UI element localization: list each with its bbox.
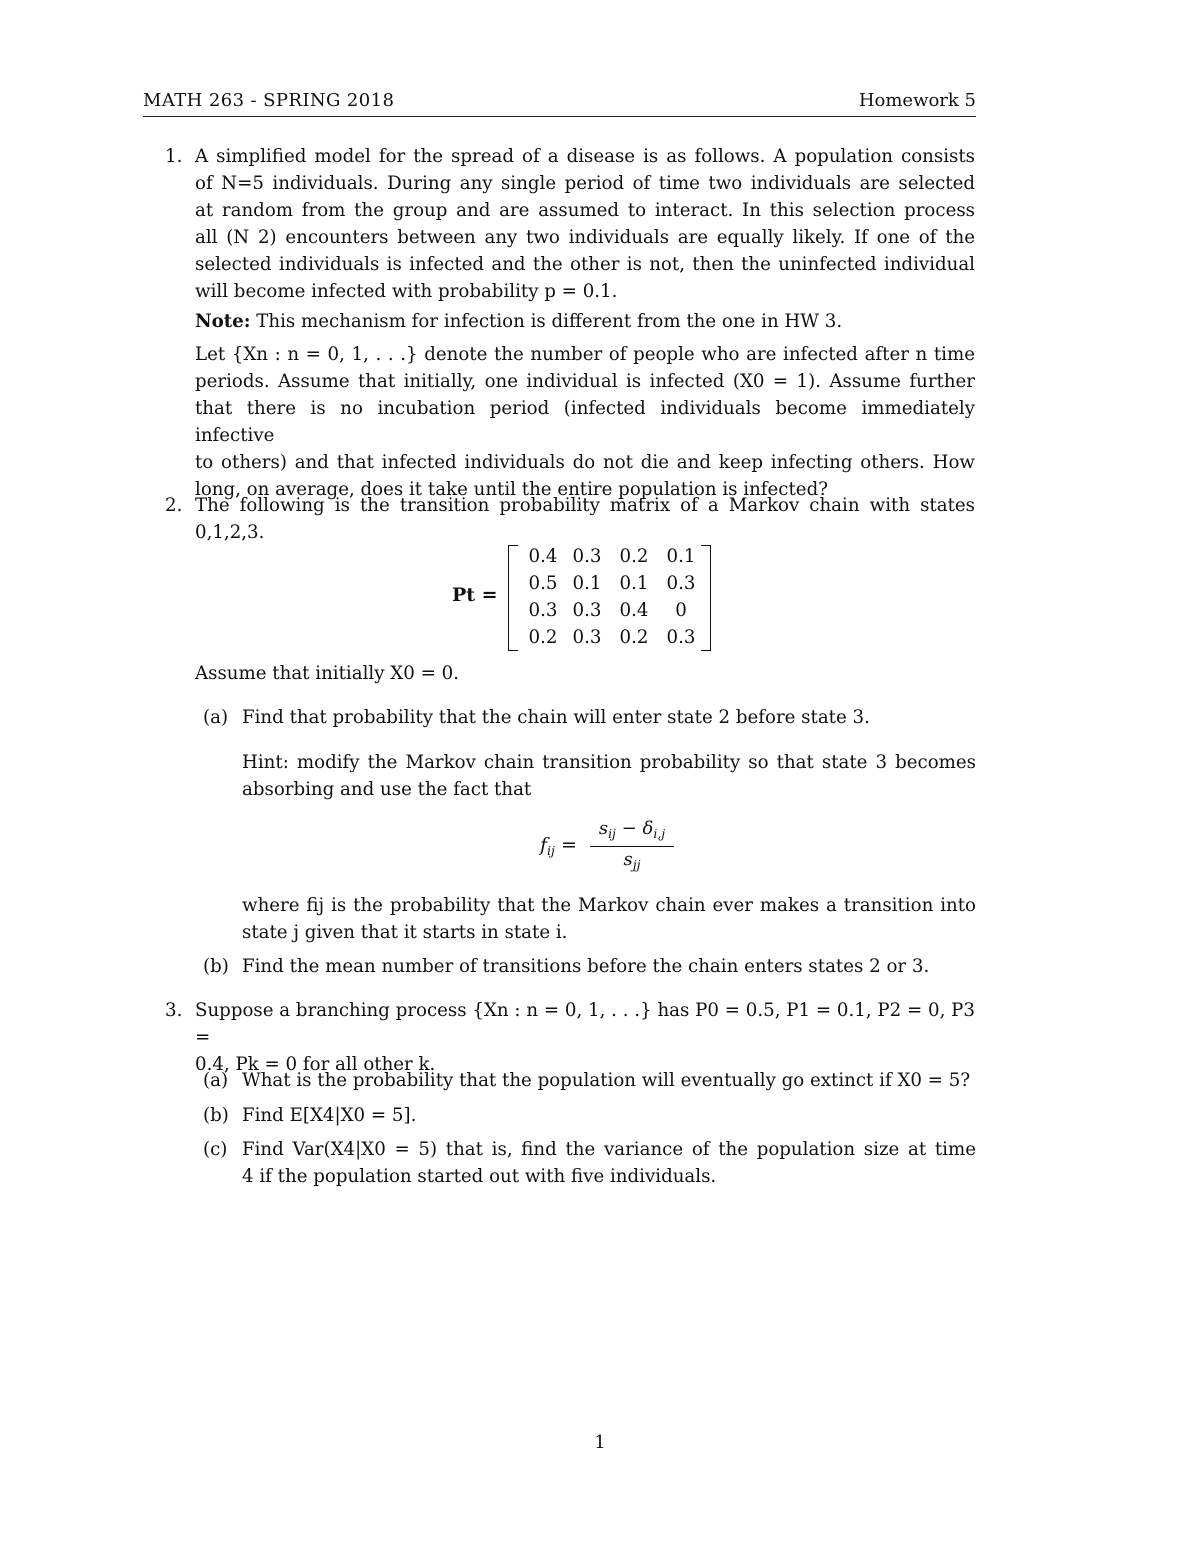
q1-note (195, 308, 975, 335)
matrix-cell: 0.1 (619, 573, 649, 594)
matrix-cell: 0.1 (572, 573, 602, 594)
where-line-1: where fij is the probability that the Markov chain ever makes a transition into (242, 895, 976, 916)
matrix-cell: 0.4 (528, 546, 558, 567)
formula-lhs: $f_{ij}$ = (540, 834, 577, 858)
formula-numerator: $s_{ij} - \delta_{i,j}$ (598, 818, 666, 841)
q3c-line-2: 4 if the population started out with five individuals. (242, 1166, 717, 1187)
running-header (143, 90, 976, 116)
question-3-number: 3. (165, 1000, 183, 1021)
q1-line-3: at random from the group and are assumed to interact. In this selection process (195, 200, 975, 221)
note-label: Note: (195, 311, 251, 332)
matrix-left-bracket (508, 545, 518, 651)
question-2-number: 2. (165, 495, 183, 516)
matrix-row (520, 624, 700, 651)
note-text: This mechanism for infection is different from the one in HW 3. (256, 311, 843, 332)
question-3-text (195, 997, 975, 1078)
course-title: MATH 263 - SPRING 2018 (143, 90, 395, 111)
q1-p2-line-3: that there is no incubation period (infected individuals become immediately infective (195, 398, 975, 446)
q3c-label: (c) (203, 1139, 228, 1160)
matrix-cell: 0.3 (572, 627, 602, 648)
q2a-label: (a) (203, 707, 229, 728)
q3c-line-1: Find Var(X4|X0 = 5) that is, find the variance of the population size at time (242, 1139, 976, 1160)
q1-line-4: all (N 2) encounters between any two individuals are equally likely. If one of the (195, 227, 975, 248)
q3b-label: (b) (203, 1105, 229, 1126)
q1-paragraph-2 (195, 341, 975, 503)
q2a-where (242, 892, 976, 946)
matrix-cell: 0 (675, 600, 687, 621)
q2-assumption: Assume that initially X0 = 0. (195, 663, 459, 684)
q1-line-1: A simplified model for the spread of a disease is as follows. A population consists (195, 146, 975, 167)
matrix-label: Pt = (452, 584, 498, 606)
page-number: 1 (594, 1432, 606, 1453)
matrix-row (520, 597, 700, 624)
matrix-cell: 0.2 (528, 627, 558, 648)
header-rule (143, 116, 976, 117)
q1-p2-line-1: Let {Xn : n = 0, 1, . . .} denote the number of people who are infected after n time (195, 344, 975, 365)
question-1-text (195, 143, 975, 305)
q2b-text: Find the mean number of transitions before the chain enters states 2 or 3. (242, 956, 930, 977)
q2-line-1: The following is the transition probability matrix of a Markov chain with states (195, 495, 975, 516)
q1-p2-line-2: periods. Assume that initially, one individual is infected (X0 = 1). Assume further (195, 371, 975, 392)
formula-denominator: $s_{jj}$ (623, 849, 641, 872)
matrix-cell: 0.3 (572, 600, 602, 621)
matrix-row (520, 570, 700, 597)
q2-line-2: 0,1,2,3. (195, 522, 265, 543)
homework-title: Homework 5 (858, 90, 976, 111)
matrix-cell: 0.3 (666, 573, 696, 594)
q3b-text: Find E[X4|X0 = 5]. (242, 1105, 417, 1126)
hint-line-2: absorbing and use the fact that (242, 779, 532, 800)
question-1-number: 1. (165, 146, 183, 167)
q1-line-5: selected individuals is infected and the other is not, then the uninfected individual (195, 254, 975, 275)
q3-line-1: Suppose a branching process {Xn : n = 0, 1, . . .} has P0 = 0.5, P1 = 0.1, P2 = 0, P3 = (195, 1000, 975, 1048)
question-2-text (195, 492, 975, 546)
matrix-cell: 0.3 (572, 546, 602, 567)
matrix-cell: 0.4 (619, 600, 649, 621)
q3c-text (242, 1136, 976, 1190)
q3-line-2: 0.4, Pk = 0 for all other k. (195, 1054, 436, 1075)
q1-line-2: of N=5 individuals. During any single period of time two individuals are selected (195, 173, 975, 194)
q2a-hint (242, 749, 976, 803)
where-line-2: state j given that it starts in state i. (242, 922, 568, 943)
matrix-cell: 0.5 (528, 573, 558, 594)
matrix-cell: 0.1 (666, 546, 696, 567)
fraction-bar (590, 846, 674, 847)
q1-p2-line-4: to others) and that infected individuals do not die and keep infecting others. How (195, 452, 975, 473)
matrix-cell: 0.2 (619, 546, 649, 567)
matrix-cell: 0.2 (619, 627, 649, 648)
q2b-label: (b) (203, 956, 229, 977)
matrix-cell: 0.3 (666, 627, 696, 648)
q1-line-6: will become infected with probability p = 0.1. (195, 281, 618, 302)
q3a-label: (a) (203, 1070, 229, 1091)
q2a-text: Find that probability that the chain will enter state 2 before state 3. (242, 707, 870, 728)
q3a-text: What is the probability that the population will eventually go extinct if X0 = 5? (242, 1070, 971, 1091)
q1-p2-line-5: long, on average, does it take until the entire population is infected? (195, 479, 828, 500)
matrix-row (520, 543, 700, 570)
matrix-cell: 0.3 (528, 600, 558, 621)
hint-line-1: Hint: modify the Markov chain transition probability so that state 3 becomes (242, 752, 976, 773)
